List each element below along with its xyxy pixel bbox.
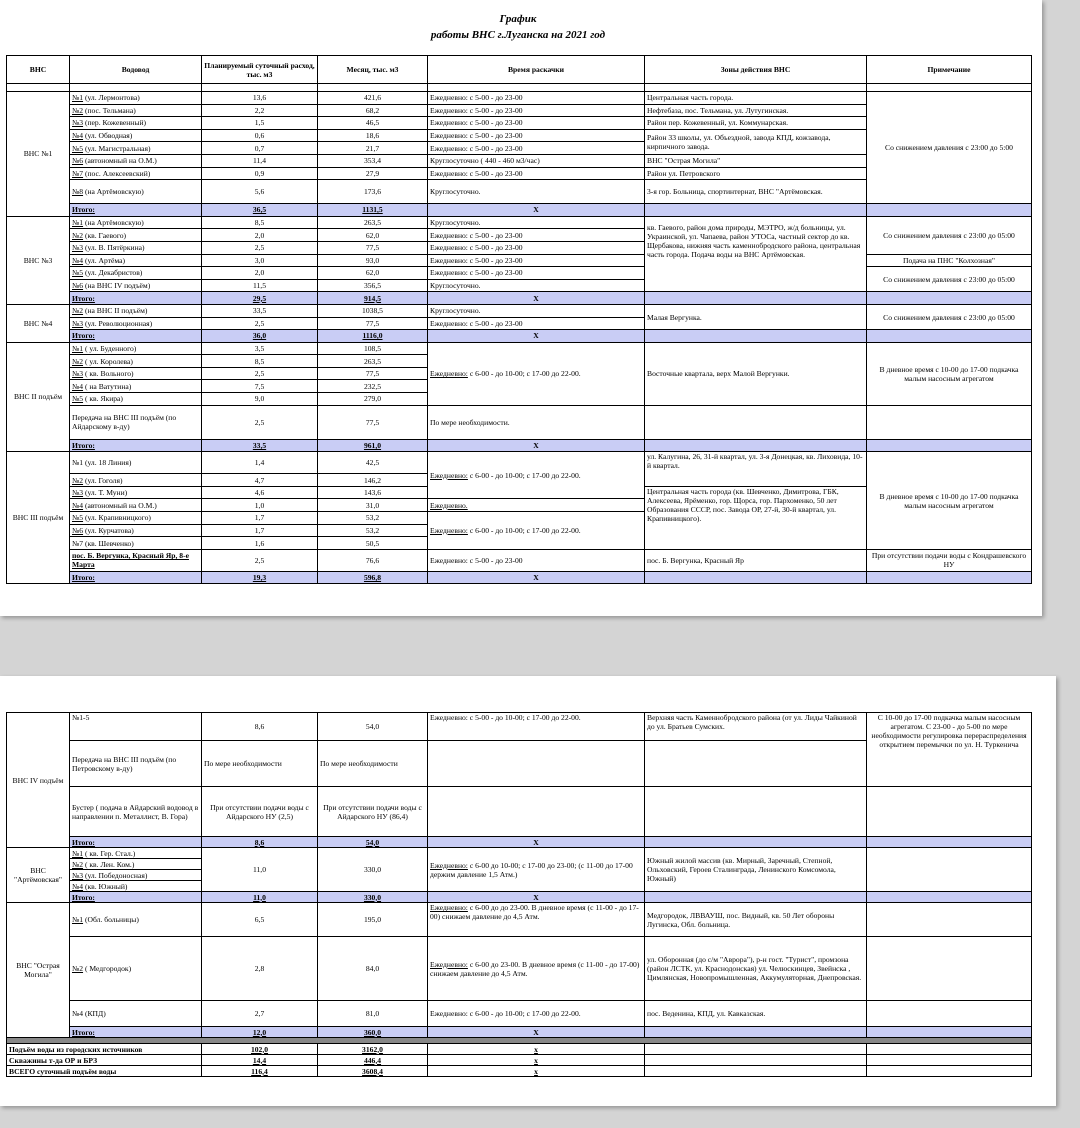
pipeline-cell: №1 (Обл. больницы) bbox=[70, 903, 202, 937]
time-cell: Ежедневно. bbox=[428, 499, 645, 512]
month-value: 77,5 bbox=[318, 317, 428, 330]
pipeline-cell: №1 (ул. 18 Линия) bbox=[70, 452, 202, 474]
month-value: 76,6 bbox=[318, 549, 428, 571]
header-time: Время раскачки bbox=[428, 56, 645, 84]
total-label: Итого: bbox=[70, 1027, 202, 1038]
table-row bbox=[7, 216, 1032, 229]
total-month: 596,8 bbox=[318, 571, 428, 584]
note-cell: Со снижением давления с 23:00 до 05:00 bbox=[867, 267, 1032, 292]
time-cell: Ежедневно: с 5-00 - до 23-00 bbox=[428, 142, 645, 155]
plan-value: 0,6 bbox=[202, 129, 318, 142]
total-row bbox=[7, 204, 1032, 217]
month-value: 421,6 bbox=[318, 92, 428, 105]
note-cell: В дневное время с 10-00 до 17-00 подкачка малым насосным агрегатом bbox=[867, 452, 1032, 550]
plan-value: 1,4 bbox=[202, 452, 318, 474]
time-cell: Круглосуточно. bbox=[428, 216, 645, 229]
table-row bbox=[7, 452, 1032, 474]
month-value: 263,5 bbox=[318, 355, 428, 368]
summary-row bbox=[7, 1066, 1032, 1077]
pipeline-cell: №2 (пос. Тельмана) bbox=[70, 104, 202, 117]
month-value: При отсутствии подачи воды с Айдарского НУ (86,4) bbox=[318, 787, 428, 837]
zone-cell: Район пер. Кожевенный, ул. Коммунарская. bbox=[645, 117, 867, 130]
pipeline-cell: №5 (ул. Крапивницкого) bbox=[70, 512, 202, 525]
plan-value: 7,5 bbox=[202, 380, 318, 393]
total-row bbox=[7, 330, 1032, 343]
summary-x: x bbox=[428, 1044, 645, 1055]
month-value: 93,0 bbox=[318, 254, 428, 267]
doc-title: График bbox=[499, 13, 537, 25]
month-value: 263,5 bbox=[318, 216, 428, 229]
zone-cell: 3-я гор. Больница, спортинтернат, ВНС "Артёмовская. bbox=[645, 180, 867, 204]
header-vodovod: Водовод bbox=[70, 56, 202, 84]
total-row bbox=[7, 1027, 1032, 1038]
month-value: 1038,5 bbox=[318, 304, 428, 317]
total-month: 1131,5 bbox=[318, 204, 428, 217]
pipeline-cell: №3 (ул. Т. Муни) bbox=[70, 486, 202, 499]
pipeline-cell: №2 ( Медгородок) bbox=[70, 937, 202, 1001]
pipeline-cell: пос. Б. Вергунка, Красный Яр, 8-е Марта bbox=[70, 549, 202, 571]
total-label: Итого: bbox=[70, 892, 202, 903]
month-value: 77,5 bbox=[318, 405, 428, 439]
station-name: ВНС "Артёмовская" bbox=[7, 848, 70, 903]
time-cell: Ежедневно: с 5-00 - до 23-00 bbox=[428, 254, 645, 267]
month-value: 68,2 bbox=[318, 104, 428, 117]
month-value: 108,5 bbox=[318, 342, 428, 355]
note-cell: С 10-00 до 17-00 подкачка малым насосным агрегатом. С 23-00 - до 5-00 по мере необходимости регулировка перераспределения открытием перемычки по ул. Н. Туркенича bbox=[867, 713, 1032, 787]
time-cell: Ежедневно: с 6-00 - до 10-00; с 17-00 до 22-00. bbox=[428, 1001, 645, 1027]
pipeline-cell: №6 (автономный на О.М.) bbox=[70, 154, 202, 167]
time-cell: Ежедневно: с 5-00 - до 23-00 bbox=[428, 92, 645, 105]
plan-value: 33,5 bbox=[202, 304, 318, 317]
station-name: ВНС III подъём bbox=[7, 452, 70, 584]
month-value: 77,5 bbox=[318, 367, 428, 380]
summary-plan: 116,4 bbox=[202, 1066, 318, 1077]
plan-value: При отсутствии подачи воды с Айдарского НУ (2,5) bbox=[202, 787, 318, 837]
pipeline-cell: №2 ( кв. Лен. Ком.) bbox=[70, 859, 202, 870]
summary-month: 3608,4 bbox=[318, 1066, 428, 1077]
table-row bbox=[7, 304, 1032, 317]
summary-plan: 14,4 bbox=[202, 1055, 318, 1066]
total-plan: 36,0 bbox=[202, 330, 318, 343]
time-cell: Ежедневно: с 5-00 - до 23-00 bbox=[428, 104, 645, 117]
month-value: 50,5 bbox=[318, 537, 428, 550]
plan-value: 2,5 bbox=[202, 549, 318, 571]
month-value: 356,5 bbox=[318, 279, 428, 292]
total-plan: 11,0 bbox=[202, 892, 318, 903]
plan-value: 2,7 bbox=[202, 1001, 318, 1027]
table-row bbox=[7, 787, 1032, 837]
plan-value: 4,7 bbox=[202, 474, 318, 487]
table-row bbox=[7, 848, 1032, 859]
zone-cell: кв. Гаевого, район дома природы, МЭТРО, ж/д больницы, ул. Украинской, ул. Чапаева, район УТОСа, частный сектор до кв. Щербакова, нижняя часть каменнобродского района, центральная часть города. Подача воды на ВНС Артёмовская. bbox=[645, 216, 867, 292]
month-value: 53,2 bbox=[318, 512, 428, 525]
total-plan: 8,6 bbox=[202, 837, 318, 848]
month-value: 195,0 bbox=[318, 903, 428, 937]
plan-value: 1,0 bbox=[202, 499, 318, 512]
total-label: Итого: bbox=[70, 204, 202, 217]
plan-value: 8,5 bbox=[202, 355, 318, 368]
plan-value: 9,0 bbox=[202, 393, 318, 406]
month-value: 54,0 bbox=[318, 713, 428, 741]
total-month: 54,0 bbox=[318, 837, 428, 848]
pipeline-cell: №2 ( ул. Королева) bbox=[70, 355, 202, 368]
total-label: Итого: bbox=[70, 292, 202, 305]
pipeline-cell: №5 (ул. Декабристов) bbox=[70, 267, 202, 280]
plan-value: 2,0 bbox=[202, 267, 318, 280]
schedule-table-page2 bbox=[6, 712, 1032, 1077]
pipeline-cell: Передача на ВНС III подъём (по Айдарскому в-ду) bbox=[70, 405, 202, 439]
time-cell: Ежедневно: с 5-00 - до 23-00 bbox=[428, 317, 645, 330]
plan-value: 5,6 bbox=[202, 180, 318, 204]
plan-value: 8,5 bbox=[202, 216, 318, 229]
total-x: X bbox=[428, 1027, 645, 1038]
plan-value: 11,5 bbox=[202, 279, 318, 292]
summary-label: ВСЕГО суточный подъём воды bbox=[7, 1066, 202, 1077]
total-month: 360,0 bbox=[318, 1027, 428, 1038]
month-value: 62,0 bbox=[318, 267, 428, 280]
zone-cell: ВНС "Острая Могила" bbox=[645, 154, 867, 167]
month-value: 279,0 bbox=[318, 393, 428, 406]
table-row bbox=[7, 405, 1032, 439]
pipeline-cell: №4 ( на Ватутина) bbox=[70, 380, 202, 393]
pipeline-cell: №1 ( кв. Гер. Стал.) bbox=[70, 848, 202, 859]
table-row bbox=[7, 937, 1032, 1001]
pipeline-cell: №7 (кв. Шевченко) bbox=[70, 537, 202, 550]
total-row bbox=[7, 892, 1032, 903]
zone-cell: пос. Б. Вергунка, Красный Яр bbox=[645, 549, 867, 571]
header-plan: Планируемый суточный расход, тыс. м3 bbox=[202, 56, 318, 84]
month-value: 21,7 bbox=[318, 142, 428, 155]
zone-cell: Нефтебаза, пос. Тельмана, ул. Лутугинская. bbox=[645, 104, 867, 117]
plan-value: По мере необходимости bbox=[202, 741, 318, 787]
month-value: 330,0 bbox=[318, 848, 428, 892]
total-month: 1116,0 bbox=[318, 330, 428, 343]
pipeline-cell: №8 (на Артёмовскую) bbox=[70, 180, 202, 204]
plan-value: 11,4 bbox=[202, 154, 318, 167]
total-row bbox=[7, 837, 1032, 848]
note-cell: При отсутствии подачи воды с Кондрашевского НУ bbox=[867, 549, 1032, 571]
pipeline-cell: №4 (ул. Обводная) bbox=[70, 129, 202, 142]
plan-value: 2,5 bbox=[202, 405, 318, 439]
pipeline-cell: №5 ( кв. Якира) bbox=[70, 393, 202, 406]
time-cell: Ежедневно: с 5-00 - до 23-00 bbox=[428, 129, 645, 142]
summary-month: 446,4 bbox=[318, 1055, 428, 1066]
plan-value: 1,5 bbox=[202, 117, 318, 130]
total-label: Итого: bbox=[70, 439, 202, 452]
table-row bbox=[7, 92, 1032, 105]
time-cell: Круглосуточно. bbox=[428, 180, 645, 204]
header-zones: Зоны действия ВНС bbox=[645, 56, 867, 84]
month-value: 143,6 bbox=[318, 486, 428, 499]
pipeline-cell: №1 ( ул. Буденного) bbox=[70, 342, 202, 355]
pipeline-cell: №3 (ул. В. Пятёркина) bbox=[70, 241, 202, 254]
time-cell: Ежедневно: с 6-00 - до 10-00; с 17-00 до 22-00. bbox=[428, 342, 645, 405]
station-name: ВНС "Острая Могила" bbox=[7, 903, 70, 1038]
pipeline-cell: №4 (КПД) bbox=[70, 1001, 202, 1027]
table-row bbox=[7, 254, 1032, 267]
plan-value: 1,6 bbox=[202, 537, 318, 550]
plan-value: 13,6 bbox=[202, 92, 318, 105]
zone-cell: Медгородок, ЛВВАУШ, пос. Видный, кв. 50 Лет обороны Лугинска, Обл. больница. bbox=[645, 903, 867, 937]
total-x: X bbox=[428, 292, 645, 305]
pipeline-cell: №1 (на Артёмовскую) bbox=[70, 216, 202, 229]
month-value: 77,5 bbox=[318, 241, 428, 254]
total-month: 330,0 bbox=[318, 892, 428, 903]
zone-cell: пос. Веденина, КПД, ул. Кавказская. bbox=[645, 1001, 867, 1027]
plan-value: 11,0 bbox=[202, 848, 318, 892]
spacer-row bbox=[7, 84, 1032, 92]
plan-value: 3,5 bbox=[202, 342, 318, 355]
total-x: X bbox=[428, 892, 645, 903]
table-row bbox=[7, 1001, 1032, 1027]
table-row bbox=[7, 342, 1032, 355]
plan-value: 2,5 bbox=[202, 367, 318, 380]
time-cell: Ежедневно: с 6-00 до 23-00. В дневное время (с 11-00 - до 17-00) снижаем давление до 4,5 Атм. bbox=[428, 937, 645, 1001]
zone-cell: Малая Вергунка. bbox=[645, 304, 867, 329]
month-value: 84,0 bbox=[318, 937, 428, 1001]
time-cell: Ежедневно: с 5-00 - до 23-00 bbox=[428, 167, 645, 180]
zone-cell: Верхняя часть Каменнобродского района (от ул. Лиды Чайкиной до ул. Братьев Сумских. bbox=[645, 713, 867, 741]
station-name: ВНС II подъём bbox=[7, 342, 70, 452]
pipeline-cell: №1 (ул. Лермонтова) bbox=[70, 92, 202, 105]
time-cell: Круглосуточно. bbox=[428, 279, 645, 292]
plan-value: 2,8 bbox=[202, 937, 318, 1001]
summary-plan: 102,0 bbox=[202, 1044, 318, 1055]
time-cell: Ежедневно: с 6-00 - до 10-00; с 17-00 до 22-00. bbox=[428, 512, 645, 550]
plan-value: 2,5 bbox=[202, 317, 318, 330]
total-plan: 33,5 bbox=[202, 439, 318, 452]
station-name: ВНС IV подъём bbox=[7, 713, 70, 848]
station-name: ВНС №3 bbox=[7, 216, 70, 304]
zone-cell: Южный жилой массив (кв. Мирный, Заречный, Степной, Ольховский, Героев Сталинграда, Ленинского Комсомола, Южный) bbox=[645, 848, 867, 892]
total-x: X bbox=[428, 439, 645, 452]
plan-value: 2,0 bbox=[202, 229, 318, 242]
total-label: Итого: bbox=[70, 330, 202, 343]
time-cell: Ежедневно: с 5-00 - до 23-00 bbox=[428, 229, 645, 242]
month-value: 146,2 bbox=[318, 474, 428, 487]
time-cell: Ежедневно: с 5-00 - до 23-00 bbox=[428, 241, 645, 254]
pipeline-cell: №3 (пер. Кожевенный) bbox=[70, 117, 202, 130]
time-cell: Круглосуточно. bbox=[428, 304, 645, 317]
month-value: 42,5 bbox=[318, 452, 428, 474]
table-header-row bbox=[7, 56, 1032, 84]
month-value: 62,0 bbox=[318, 229, 428, 242]
month-value: 27,9 bbox=[318, 167, 428, 180]
total-row bbox=[7, 292, 1032, 305]
total-month: 961,0 bbox=[318, 439, 428, 452]
zone-cell: ул. Калугина, 26, 31-й квартал, ул. 3-я Донецкая, кв. Лиховида, 10-й квартал. bbox=[645, 452, 867, 487]
doc-subtitle: работы ВНС г.Луганска на 2021 год bbox=[430, 29, 606, 41]
time-cell: Ежедневно: с 6-00 - до 10-00; с 17-00 до 22-00. bbox=[428, 452, 645, 499]
time-cell: Ежедневно: с 5-00 - до 23-00 bbox=[428, 117, 645, 130]
header-month: Месяц, тыс. м3 bbox=[318, 56, 428, 84]
summary-label: Подъём воды из городских источников bbox=[7, 1044, 202, 1055]
time-cell: Круглосуточно ( 440 - 460 м3/час) bbox=[428, 154, 645, 167]
time-cell: Ежедневно: с 6-00 до до 23-00. В дневное время (с 11-00 - до 17-00) снижаем давление до 4,5 Атм. bbox=[428, 903, 645, 937]
plan-value: 1,7 bbox=[202, 512, 318, 525]
month-value: 232,5 bbox=[318, 380, 428, 393]
table-row bbox=[7, 549, 1032, 571]
zone-cell: ул. Оборонная (до с/м "Аврора"), р-н гост. "Турист", промзона (район ЛСТК, ул. Краснодонская) ул. Челюскинцев, Звейнска , Цимлянская, Новопромышленная, Аккумуляторная, Днепровская. bbox=[645, 937, 867, 1001]
pipeline-cell: №2 (кв. Гаевого) bbox=[70, 229, 202, 242]
month-value: 173,6 bbox=[318, 180, 428, 204]
summary-x: x bbox=[428, 1066, 645, 1077]
station-name: ВНС №4 bbox=[7, 304, 70, 342]
summary-month: 3162,0 bbox=[318, 1044, 428, 1055]
plan-value: 0,7 bbox=[202, 142, 318, 155]
pipeline-cell: №4 (автономный на О.М.) bbox=[70, 499, 202, 512]
time-cell: Ежедневно: с 6-00 до 10-00; с 17-00 до 23-00; (с 11-00 до 17-00 держим давление 1,5 Атм.) bbox=[428, 848, 645, 892]
plan-value: 2,5 bbox=[202, 241, 318, 254]
plan-value: 2,2 bbox=[202, 104, 318, 117]
zone-cell: Район 33 школы, ул. Объездной, завода КПД, кожзавода, кирпичного завода. bbox=[645, 129, 867, 154]
pipeline-cell: №6 (на ВНС IV подъём) bbox=[70, 279, 202, 292]
pipeline-cell: №6 (ул. Курчатова) bbox=[70, 524, 202, 537]
table-row bbox=[7, 267, 1032, 280]
header-note: Примечание bbox=[867, 56, 1032, 84]
note-cell: В дневное время с 10-00 до 17-00 подкачка малым насосным агрегатом bbox=[867, 342, 1032, 405]
pipeline-cell: Бустер ( подача в Айдарский водовод в направлении п. Металлист, В. Гора) bbox=[70, 787, 202, 837]
month-value: 18,6 bbox=[318, 129, 428, 142]
pipeline-cell: №5 (ул. Магистральная) bbox=[70, 142, 202, 155]
station-name: ВНС №1 bbox=[7, 92, 70, 217]
total-plan: 12,0 bbox=[202, 1027, 318, 1038]
total-month: 914,5 bbox=[318, 292, 428, 305]
total-plan: 29,5 bbox=[202, 292, 318, 305]
month-value: 46,5 bbox=[318, 117, 428, 130]
pipeline-cell: №3 (ул. Революционная) bbox=[70, 317, 202, 330]
summary-row bbox=[7, 1044, 1032, 1055]
time-cell: По мере необходимости. bbox=[428, 405, 645, 439]
total-label: Итого: bbox=[70, 571, 202, 584]
month-value: 81,0 bbox=[318, 1001, 428, 1027]
summary-x: x bbox=[428, 1055, 645, 1066]
table-row bbox=[7, 713, 1032, 741]
note-cell: Со снижением давления с 23:00 до 05:00 bbox=[867, 304, 1032, 329]
summary-label: Скважины т-да ОР и БРЗ bbox=[7, 1055, 202, 1066]
total-row bbox=[7, 571, 1032, 584]
plan-value: 1,7 bbox=[202, 524, 318, 537]
pipeline-cell: №3 ( кв. Вольного) bbox=[70, 367, 202, 380]
plan-value: 0,9 bbox=[202, 167, 318, 180]
total-x: X bbox=[428, 330, 645, 343]
document-page-2 bbox=[0, 676, 1056, 1106]
pipeline-cell: №4 (кв. Южный) bbox=[70, 881, 202, 892]
month-value: По мере необходимости bbox=[318, 741, 428, 787]
time-cell: Ежедневно: с 5-00 - до 23-00 bbox=[428, 549, 645, 571]
total-row bbox=[7, 439, 1032, 452]
time-cell: Ежедневно: с 5-00 - до 10-00; с 17-00 до 22-00. bbox=[428, 713, 645, 741]
summary-row bbox=[7, 1055, 1032, 1066]
month-value: 31,0 bbox=[318, 499, 428, 512]
zone-cell: Район ул. Петровского bbox=[645, 167, 867, 180]
plan-value: 6,5 bbox=[202, 903, 318, 937]
total-label: Итого: bbox=[70, 837, 202, 848]
zone-cell: Центральная часть города (кв. Шевченко, Димитрова, ГБК, Алексеева, Ярёменко, гор. Щорса, гор. Пархоменко, 50 лет Образования СССР, пос. Завода ОР, 27-й, 30-й квартал, ул. Крапивницкого). bbox=[645, 486, 867, 549]
total-plan: 19,3 bbox=[202, 571, 318, 584]
pipeline-cell: Передача на ВНС III подъём (по Петровскому в-ду) bbox=[70, 741, 202, 787]
time-cell: Ежедневно: с 5-00 - до 23-00 bbox=[428, 267, 645, 280]
total-plan: 36,5 bbox=[202, 204, 318, 217]
month-value: 353,4 bbox=[318, 154, 428, 167]
zone-cell: Восточные квартала, верх Малой Вергунки. bbox=[645, 342, 867, 405]
table-row bbox=[7, 903, 1032, 937]
pipeline-cell: №7 (пос. Алексеевский) bbox=[70, 167, 202, 180]
total-x: X bbox=[428, 204, 645, 217]
note-cell: Со снижением давления с 23:00 до 5:00 bbox=[867, 92, 1032, 204]
plan-value: 8,6 bbox=[202, 713, 318, 741]
pipeline-cell: №2 (на ВНС II подъём) bbox=[70, 304, 202, 317]
zone-cell: Центральная часть города. bbox=[645, 92, 867, 105]
schedule-table-page1 bbox=[6, 55, 1032, 584]
pipeline-cell: №3 (ул. Победоносная) bbox=[70, 870, 202, 881]
header-vns: ВНС bbox=[7, 56, 70, 84]
month-value: 53,2 bbox=[318, 524, 428, 537]
plan-value: 3,0 bbox=[202, 254, 318, 267]
plan-value: 4,6 bbox=[202, 486, 318, 499]
total-x: X bbox=[428, 837, 645, 848]
note-cell: Подача на ПНС "Колхозная" bbox=[867, 254, 1032, 267]
pipeline-cell: №2 (ул. Гоголя) bbox=[70, 474, 202, 487]
note-cell: Со снижением давления с 23:00 до 05:00 bbox=[867, 216, 1032, 254]
pipeline-cell: №4 (ул. Артёма) bbox=[70, 254, 202, 267]
total-x: X bbox=[428, 571, 645, 584]
pipeline-cell: №1-5 bbox=[70, 713, 202, 741]
